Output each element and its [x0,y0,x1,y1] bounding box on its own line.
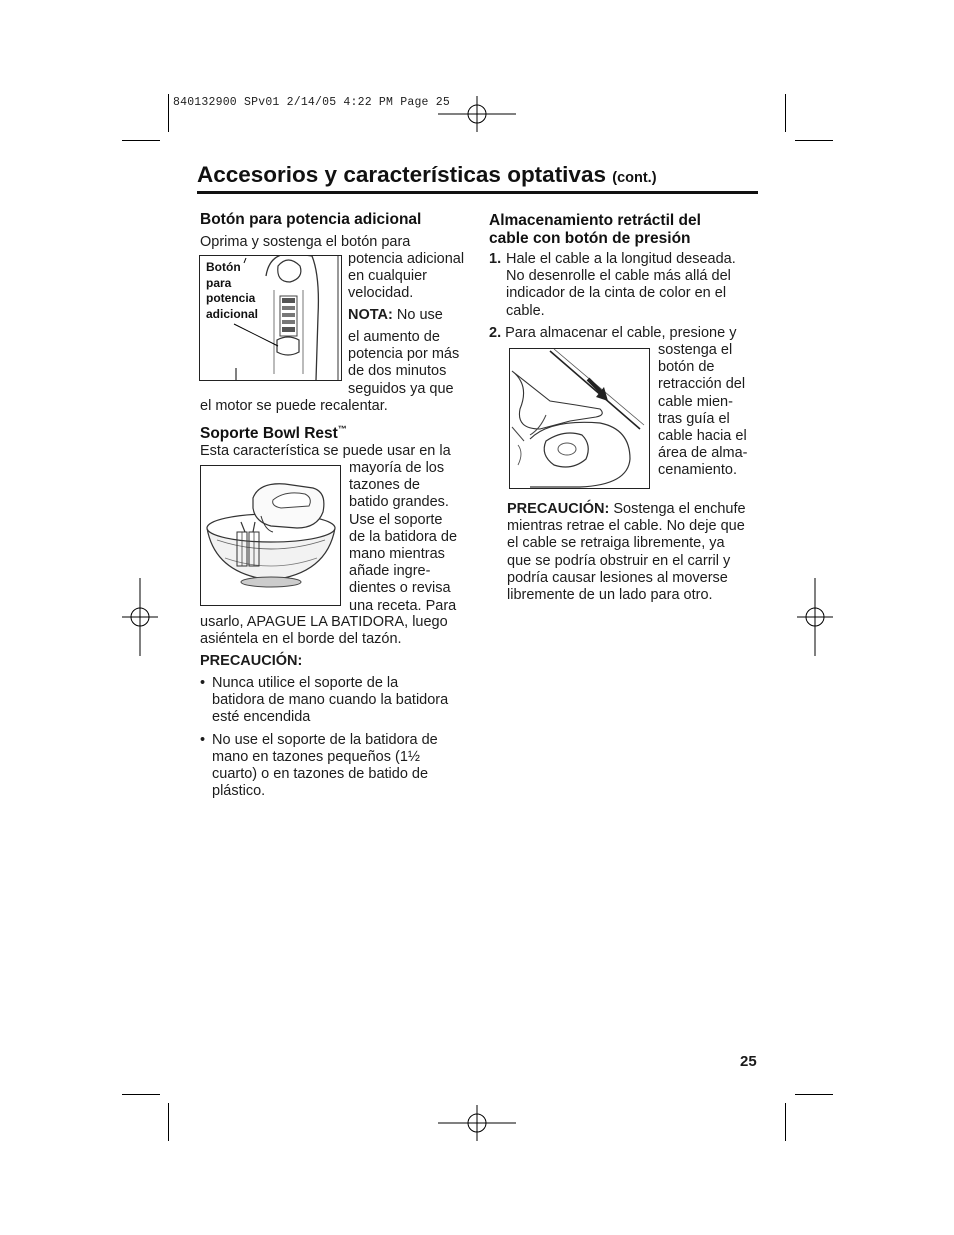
page-title-main: Accesorios y características optativas [197,162,606,187]
printer-slug: 840132900 SPv01 2/14/05 4:22 PM Page 25 [173,96,450,109]
bowl-rest-wrap-line: batido grandes. [349,494,449,511]
caution-bullet-line: plástico. [212,783,266,800]
cord-step-2-first-text: Para almacenar el cable, presione y [505,325,737,341]
bowl-rest-wrap-line: añade ingre- [349,563,431,580]
cord-retract-figure [509,348,650,489]
trademark-symbol: ™ [337,424,347,434]
bowl-rest-caution-list [200,675,475,800]
boost-figure-label [206,260,258,322]
registration-mark-bottom [438,1103,518,1143]
bowl-rest-intro: Esta característica se puede usar en la [200,443,451,459]
cord-step-1 [489,251,759,320]
cord-caution [507,501,765,604]
cord-step-line: cable. [506,302,545,319]
caution-bullet-line: batidora de mano cuando la batidora [212,692,449,709]
cord-caution-line: podría causar lesiones al moverse [507,569,728,586]
step-number: 2. [489,325,502,341]
cord-caution-first: Sostenga el enchufe [613,501,746,517]
cord-storage-heading-line: cable con botón de presión [489,230,691,247]
boost-tail: el motor se puede recalentar. [200,398,388,414]
title-rule [197,191,758,194]
cord-step-line: indicador de la cinta de color en el [506,285,727,302]
bowl-rest-wrap-text [349,460,474,615]
caution-bullet-line: esté encendida [212,709,311,726]
boost-figure-label-line: potencia [206,291,256,305]
boost-figure-label-line: Botón [206,260,241,274]
cord-step-line: Hale el cable a la longitud deseada. [506,251,736,267]
boost-heading: Botón para potencia adicional [200,211,422,228]
caution-bullet [200,732,475,801]
caution-bullet-line: cuarto) o en tazones de batido de [212,766,429,783]
bowl-rest-wrap-line: de la batidora de [349,528,458,545]
cord-caution-line: libremente de un lado para otro. [507,587,713,604]
boost-note-first: No use [396,307,443,323]
cord-step-2-line: tras guía el [658,410,730,427]
boost-note [348,307,473,324]
cord-step-2-line: cable mien- [658,393,733,410]
caution-bullet-line: • No use el soporte de la batidora de [212,731,438,748]
cord-step-2-line: sostenga el [658,342,733,358]
cord-step-2-line: área de alma- [658,445,748,462]
boost-note-label: NOTA: [348,307,393,323]
page-number: 25 [740,1053,757,1070]
boost-note-line: potencia por más [348,346,460,363]
boost-note-lines [348,329,473,398]
registration-mark-left [120,578,160,656]
caution-bullet-line: mano en tazones pequeños (1½ [212,748,420,765]
bowl-rest-tail [200,614,475,648]
cord-step-2-wrap [658,342,763,480]
cord-caution-label: PRECAUCIÓN: [507,501,610,517]
cord-steps [489,251,759,320]
cord-storage-heading-line: Almacenamiento retráctil del [489,212,701,229]
registration-mark-right [795,578,835,656]
cord-step-2-line: botón de [658,359,715,376]
boost-button-figure [199,255,342,381]
caution-bullet [200,675,475,727]
cord-step-line: No desenrolle el cable más allá del [506,268,731,285]
cord-retract-illustration [510,349,649,488]
bowl-rest-wrap-line: Use el soporte [349,511,443,528]
step-number: 1. [489,251,502,267]
registration-mark-top [438,94,518,134]
cord-caution-line: el cable se retraiga libremente, ya [507,535,725,552]
cord-caution-line: que se podría obstruir en el carril y [507,552,731,569]
boost-wrap-text [348,251,473,303]
bowl-rest-heading-text: Soporte Bowl Rest [200,425,338,443]
mixer-on-bowl-illustration [201,466,340,605]
cord-caution-first-line [507,501,765,518]
boost-wrap-line: en cualquier [348,268,427,285]
boost-intro: Oprima y sostenga el botón para [200,234,411,250]
cord-step-2-first [489,325,759,342]
cord-caution-line: mientras retrae el cable. No deje que [507,518,745,535]
caution-bullet-line: • Nunca utilice el soporte de la [212,675,399,691]
bowl-rest-wrap-line: una receta. Para [349,597,457,614]
boost-figure-label-line: adicional [206,306,259,321]
bowl-rest-wrap-line: tazones de [349,477,420,494]
bowl-rest-wrap-line: mayoría de los [349,460,445,476]
boost-note-line: el aumento de [348,329,440,345]
bowl-rest-wrap-line: mano mientras [349,546,445,563]
cord-step-2-line: retracción del [658,376,746,393]
cord-step-2-line: cable hacia el [658,428,747,445]
boost-figure-label-line: para [206,275,232,290]
page-title-suffix: (cont.) [612,170,657,186]
bowl-rest-wrap-line: dientes o revisa [349,580,451,597]
boost-note-line: seguidos ya que [348,380,454,397]
boost-wrap-line: potencia adicional [348,251,465,267]
cord-step-2-line: cenamiento. [658,462,737,479]
bowl-rest-tail-line: usarlo, APAGUE LA BATIDORA, luego [200,614,448,630]
bowl-rest-caution-label: PRECAUCIÓN: [200,653,303,669]
bowl-rest-heading [200,420,347,443]
bowl-rest-tail-line: asiéntela en el borde del tazón. [200,631,402,648]
cord-storage-heading [489,212,701,248]
bowl-rest-figure [200,465,341,606]
page-title [197,162,657,188]
boost-note-line: de dos minutos [348,363,447,380]
boost-wrap-line: velocidad. [348,285,414,302]
